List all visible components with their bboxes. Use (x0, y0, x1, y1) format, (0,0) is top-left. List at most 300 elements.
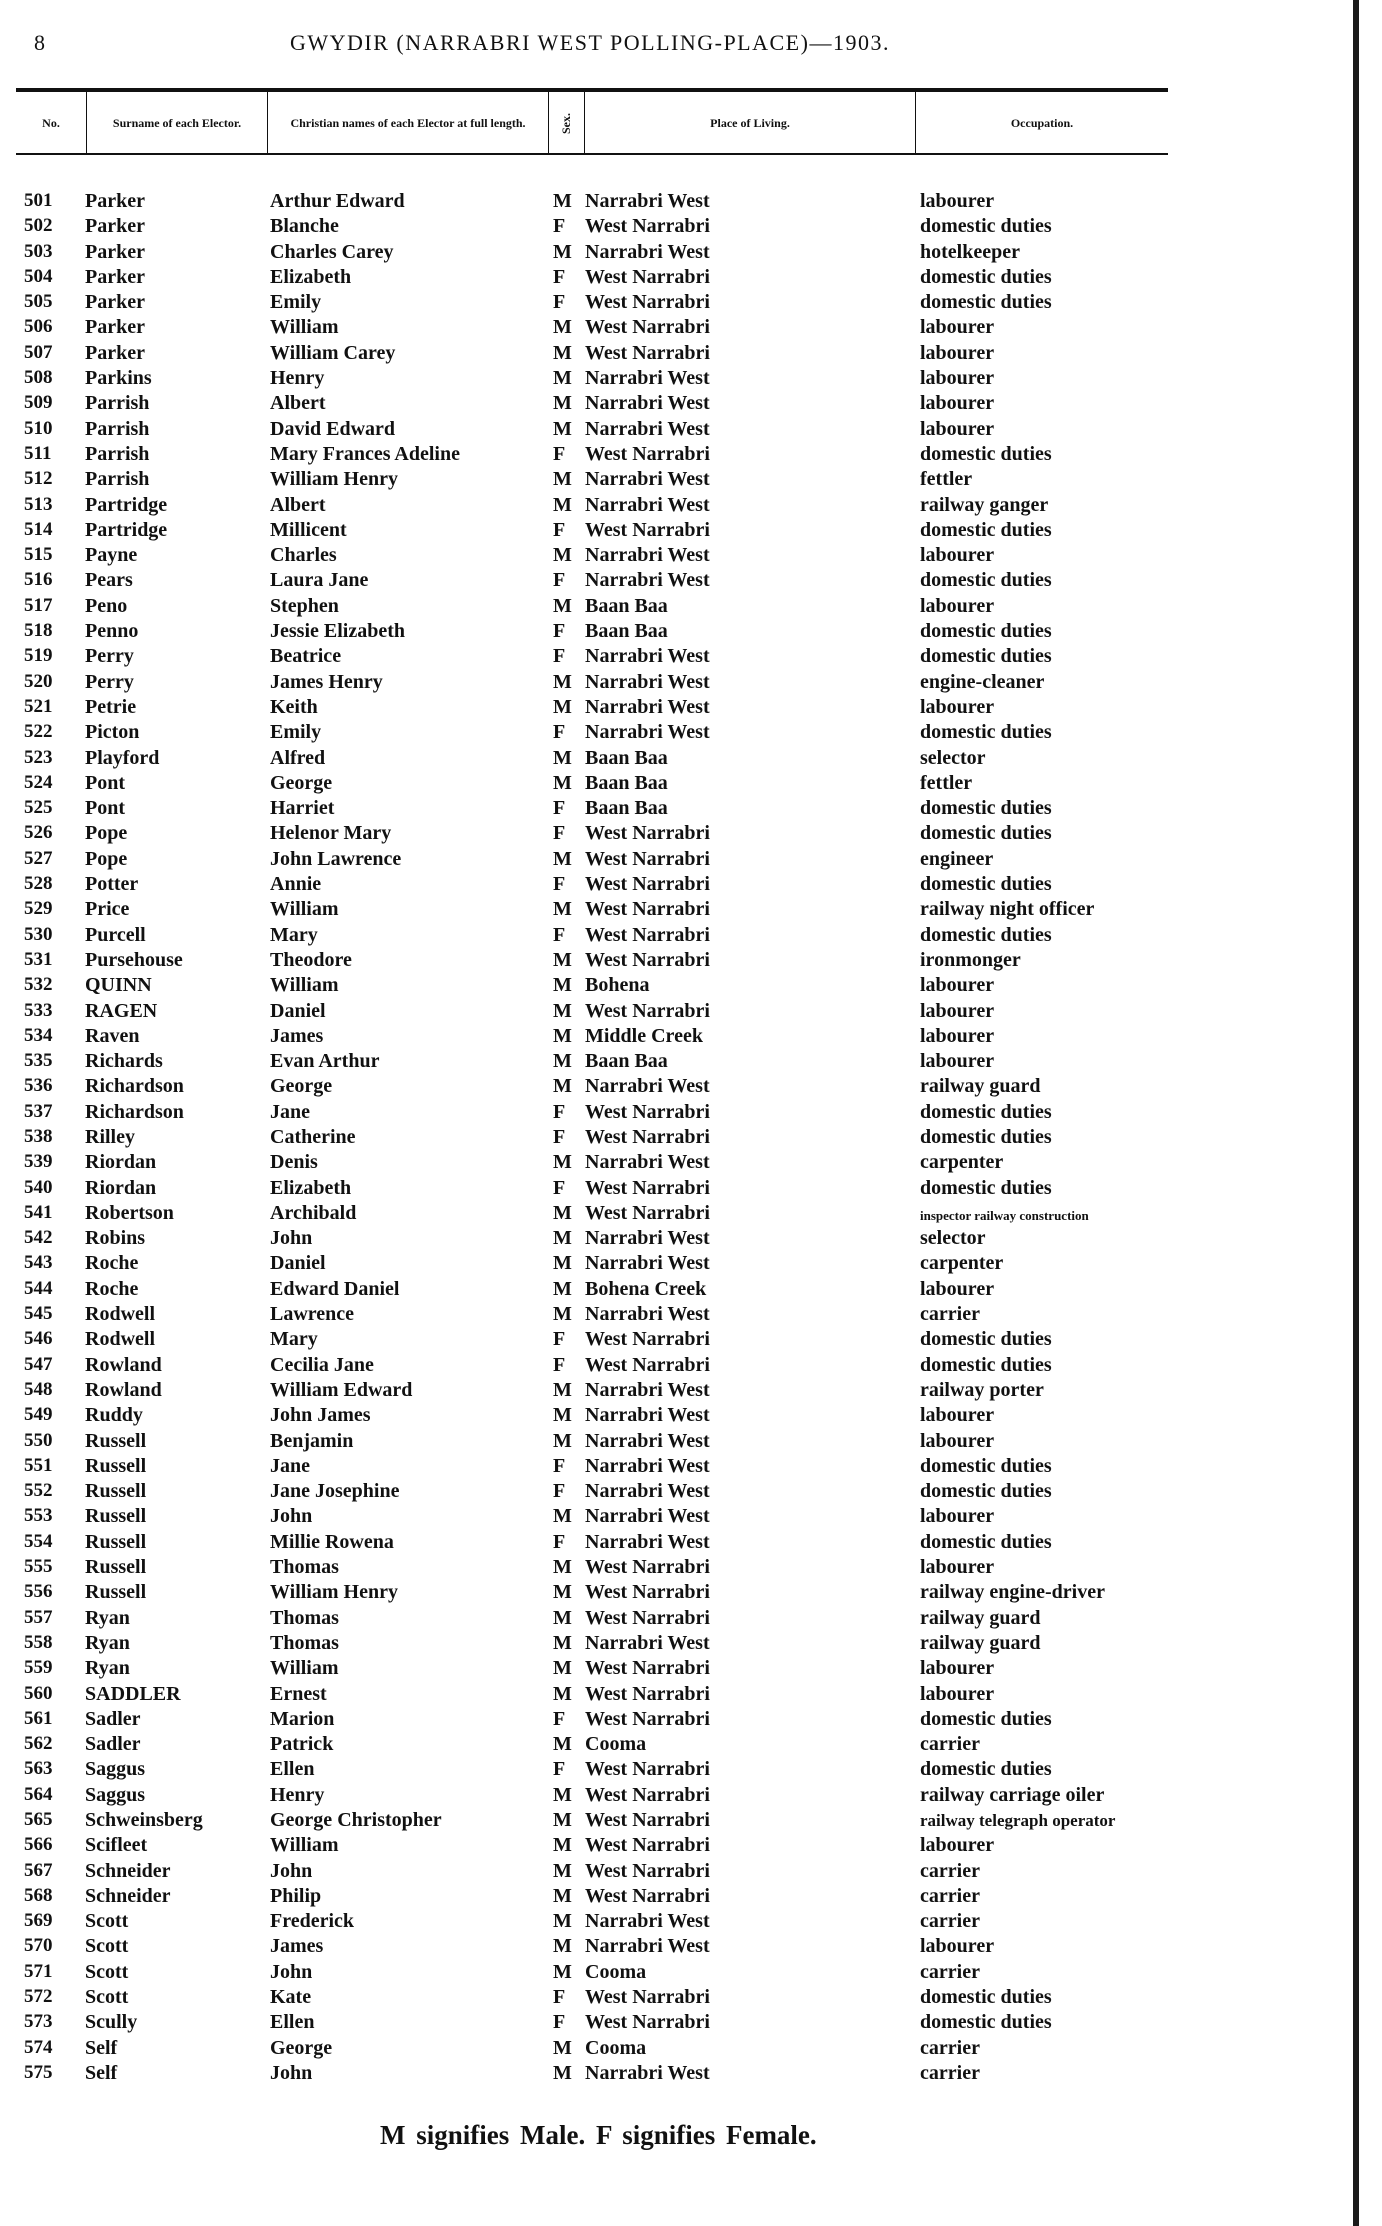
elector-number: 575 (24, 2061, 53, 2083)
elector-number: 531 (24, 948, 53, 970)
table-row (0, 2037, 1382, 2062)
elector-sex: M (553, 771, 572, 794)
page-number: 8 (34, 30, 45, 55)
elector-christian-names: Emily (270, 721, 322, 744)
elector-place: West Narrabri (585, 1581, 710, 1604)
elector-number: 532 (24, 974, 53, 996)
table-row (0, 1252, 1382, 1277)
elector-surname: Partridge (85, 518, 168, 541)
elector-number: 543 (24, 1252, 53, 1274)
elector-number: 558 (24, 1631, 53, 1653)
elector-occupation: domestic duties (920, 1530, 1052, 1553)
elector-surname: Rilley (85, 1125, 135, 1148)
elector-occupation: labourer (920, 974, 995, 997)
elector-sex: M (553, 190, 572, 212)
elector-number: 560 (24, 1682, 53, 1704)
elector-surname: Richardson (85, 1100, 184, 1123)
elector-place: Narrabri West (585, 645, 710, 668)
elector-sex: F (553, 923, 566, 946)
table-row (0, 797, 1382, 822)
table-row (0, 1227, 1382, 1252)
elector-surname: Russell (85, 1556, 147, 1579)
elector-occupation: carrier (920, 1910, 980, 1933)
elector-sex: M (553, 1733, 572, 1756)
elector-christian-names: David Edward (270, 417, 396, 440)
elector-sex: M (553, 1050, 572, 1073)
table-row (0, 1935, 1382, 1960)
elector-christian-names: William Henry (270, 468, 398, 491)
table-row (0, 519, 1382, 544)
elector-number: 536 (24, 1075, 53, 1097)
elector-surname: Richardson (85, 1075, 184, 1098)
table-row (0, 620, 1382, 645)
elector-christian-names: William (270, 316, 339, 339)
elector-occupation: domestic duties (920, 569, 1052, 592)
table-row (0, 1177, 1382, 1202)
elector-number: 554 (24, 1530, 53, 1552)
elector-occupation: labourer (920, 417, 995, 440)
elector-number: 557 (24, 1606, 53, 1628)
table-row (0, 671, 1382, 696)
elector-sex: F (553, 1530, 566, 1553)
elector-place: West Narrabri (585, 1783, 710, 1806)
elector-christian-names: Ellen (270, 1758, 315, 1781)
elector-sex: M (553, 1404, 572, 1427)
elector-place: Narrabri West (585, 1505, 710, 1528)
elector-occupation: labourer (920, 1505, 995, 1528)
elector-christian-names: John (270, 1960, 313, 1983)
table-row (0, 1708, 1382, 1733)
elector-surname: Ryan (85, 1606, 130, 1629)
elector-sex: M (553, 1859, 572, 1882)
elector-occupation: carrier (920, 1303, 980, 1326)
elector-place: West Narrabri (585, 1682, 710, 1705)
elector-occupation: hotelkeeper (920, 240, 1020, 263)
column-header-no: No. (42, 115, 60, 130)
elector-surname: Self (85, 2036, 118, 2059)
elector-number: 565 (24, 1809, 53, 1830)
elector-place: West Narrabri (585, 265, 710, 288)
elector-sex: F (553, 265, 566, 288)
elector-occupation: labourer (920, 1050, 995, 1073)
elector-occupation: domestic duties (920, 1125, 1052, 1148)
elector-surname: Parker (85, 190, 145, 212)
elector-sex: M (553, 1252, 572, 1275)
elector-sex: M (553, 1277, 572, 1300)
table-row (0, 1050, 1382, 1075)
elector-christian-names: Arthur Edward (270, 190, 405, 212)
elector-surname: Parker (85, 265, 145, 288)
table-row (0, 1581, 1382, 1606)
elector-surname: Richards (85, 1050, 163, 1073)
elector-number: 509 (24, 392, 53, 414)
table-row (0, 1809, 1382, 1834)
elector-sex: M (553, 493, 572, 516)
elector-number: 539 (24, 1151, 53, 1173)
table-row (0, 342, 1382, 367)
table-row (0, 494, 1382, 519)
table-row (0, 316, 1382, 341)
elector-place: West Narrabri (585, 1606, 710, 1629)
table-row (0, 595, 1382, 620)
table-row (0, 1455, 1382, 1480)
elector-surname: RAGEN (85, 999, 158, 1022)
elector-occupation: railway guard (920, 1631, 1041, 1654)
elector-occupation: domestic duties (920, 1328, 1052, 1351)
elector-number: 516 (24, 569, 53, 591)
elector-occupation: labourer (920, 341, 995, 364)
elector-sex: M (553, 1631, 572, 1654)
elector-surname: Scott (85, 1986, 129, 2009)
elector-sex: F (553, 2011, 566, 2034)
table-row (0, 822, 1382, 847)
elector-surname: Parker (85, 240, 145, 263)
table-row (0, 1531, 1382, 1556)
elector-sex: F (553, 569, 566, 592)
elector-place: West Narrabri (585, 1328, 710, 1351)
elector-place: Narrabri West (585, 1151, 710, 1174)
elector-occupation: railway telegraph operator (920, 1811, 1116, 1830)
table-row (0, 1404, 1382, 1429)
elector-number: 510 (24, 417, 53, 439)
elector-surname: Parrish (85, 417, 150, 440)
elector-number: 518 (24, 620, 53, 642)
elector-surname: Riordan (85, 1176, 157, 1199)
elector-surname: Rodwell (85, 1303, 155, 1326)
elector-christian-names: Daniel (270, 999, 326, 1022)
elector-occupation: domestic duties (920, 923, 1052, 946)
elector-christian-names: James Henry (270, 670, 383, 693)
elector-place: Bohena (585, 974, 650, 997)
elector-surname: Self (85, 2061, 118, 2084)
elector-place: Baan Baa (585, 771, 668, 794)
elector-occupation: domestic duties (920, 518, 1052, 541)
elector-christian-names: Mary (270, 923, 318, 946)
table-row (0, 190, 1382, 215)
elector-surname: Payne (85, 544, 138, 567)
elector-number: 562 (24, 1733, 53, 1755)
elector-place: West Narrabri (585, 1884, 710, 1907)
elector-surname: Robins (85, 1227, 146, 1250)
elector-place: Narrabri West (585, 1454, 710, 1477)
table-row (0, 1000, 1382, 1025)
elector-sex: M (553, 1809, 572, 1831)
table-row (0, 1910, 1382, 1935)
column-header-surname: Surname of each Elector. (112, 115, 242, 130)
table-row (0, 392, 1382, 417)
elector-surname: Ryan (85, 1631, 130, 1654)
elector-christian-names: Beatrice (270, 645, 342, 668)
elector-place: West Narrabri (585, 341, 710, 364)
elector-sex: M (553, 1682, 572, 1705)
elector-place: West Narrabri (585, 822, 710, 845)
elector-place: West Narrabri (585, 923, 710, 946)
elector-place: Narrabri West (585, 1303, 710, 1326)
elector-occupation: domestic duties (920, 1758, 1052, 1781)
elector-number: 555 (24, 1556, 53, 1578)
elector-number: 549 (24, 1404, 53, 1426)
elector-surname: Schneider (85, 1859, 171, 1882)
table-row (0, 215, 1382, 240)
table-row (0, 1328, 1382, 1353)
elector-number: 545 (24, 1303, 53, 1325)
elector-place: West Narrabri (585, 316, 710, 339)
elector-sex: M (553, 1075, 572, 1098)
elector-number: 551 (24, 1454, 53, 1476)
table-row (0, 721, 1382, 746)
elector-christian-names: Marion (270, 1707, 335, 1730)
elector-number: 529 (24, 898, 53, 920)
elector-sex: F (553, 1100, 566, 1123)
elector-sex: M (553, 1378, 572, 1401)
elector-number: 520 (24, 670, 53, 692)
elector-surname: Sadler (85, 1707, 141, 1730)
table-row (0, 1885, 1382, 1910)
elector-christian-names: John (270, 1859, 313, 1882)
elector-surname: Russell (85, 1505, 147, 1528)
elector-place: Narrabri West (585, 468, 710, 491)
header-rule-bottom (16, 153, 1168, 155)
elector-occupation: labourer (920, 316, 995, 339)
table-row (0, 949, 1382, 974)
elector-surname: Russell (85, 1480, 147, 1503)
table-row (0, 544, 1382, 569)
elector-number: 522 (24, 721, 53, 743)
elector-surname: Robertson (85, 1201, 174, 1224)
elector-sex: M (553, 417, 572, 440)
elector-occupation: domestic duties (920, 215, 1052, 238)
running-head: GWYDIR (NARRABRI WEST POLLING-PLACE)—1903. (290, 30, 890, 55)
table-row (0, 1986, 1382, 2011)
elector-christian-names: Albert (270, 392, 326, 415)
elector-place: Narrabri West (585, 367, 710, 390)
elector-occupation: carrier (920, 1960, 980, 1983)
elector-occupation: selector (920, 746, 986, 769)
elector-place: Narrabri West (585, 1530, 710, 1553)
elector-sex: M (553, 392, 572, 415)
elector-christian-names: Thomas (270, 1606, 339, 1629)
table-row (0, 974, 1382, 999)
elector-sex: M (553, 468, 572, 491)
elector-christian-names: Archibald (270, 1201, 357, 1224)
elector-place: Cooma (585, 1733, 647, 1756)
elector-christian-names: Charles Carey (270, 240, 394, 263)
table-row (0, 1758, 1382, 1783)
elector-place: Narrabri West (585, 1075, 710, 1098)
elector-number: 556 (24, 1581, 53, 1603)
elector-number: 572 (24, 1986, 53, 2008)
elector-surname: Purcell (85, 923, 146, 946)
elector-sex: M (553, 974, 572, 997)
elector-sex: F (553, 645, 566, 668)
elector-number: 552 (24, 1480, 53, 1502)
elector-occupation: carrier (920, 1733, 980, 1756)
column-divider (86, 92, 87, 154)
elector-place: Narrabri West (585, 544, 710, 567)
elector-sex: F (553, 518, 566, 541)
elector-surname: Scott (85, 1910, 129, 1933)
elector-christian-names: Edward Daniel (270, 1277, 400, 1300)
table-row (0, 1126, 1382, 1151)
elector-number: 527 (24, 847, 53, 869)
elector-place: Narrabri West (585, 1227, 710, 1250)
elector-christian-names: John (270, 1505, 313, 1528)
elector-surname: Schweinsberg (85, 1809, 203, 1831)
elector-surname: Parker (85, 341, 145, 364)
elector-place: West Narrabri (585, 1100, 710, 1123)
elector-number: 526 (24, 822, 53, 844)
elector-occupation: domestic duties (920, 265, 1052, 288)
elector-christian-names: William (270, 1657, 339, 1680)
elector-sex: M (553, 1505, 572, 1528)
elector-sex: F (553, 1125, 566, 1148)
elector-place: West Narrabri (585, 1176, 710, 1199)
elector-sex: M (553, 1783, 572, 1806)
elector-number: 533 (24, 999, 53, 1021)
elector-place: Baan Baa (585, 746, 668, 769)
elector-place: West Narrabri (585, 518, 710, 541)
table-row (0, 2062, 1382, 2087)
elector-number: 501 (24, 190, 53, 211)
elector-sex: F (553, 442, 566, 465)
elector-sex: M (553, 1606, 572, 1629)
elector-occupation: domestic duties (920, 442, 1052, 465)
elector-surname: Saggus (85, 1758, 146, 1781)
table-row (0, 1784, 1382, 1809)
elector-surname: QUINN (85, 974, 152, 997)
elector-surname: Scifleet (85, 1834, 148, 1857)
elector-christian-names: Ellen (270, 2011, 315, 2034)
elector-christian-names: George (270, 2036, 333, 2059)
elector-occupation: domestic duties (920, 873, 1052, 896)
elector-surname: Scully (85, 2011, 138, 2034)
elector-place: West Narrabri (585, 847, 710, 870)
elector-place: Narrabri West (585, 1404, 710, 1427)
elector-place: Bohena Creek (585, 1277, 707, 1300)
elector-surname: Pope (85, 847, 128, 870)
elector-christian-names: Daniel (270, 1252, 326, 1275)
elector-number: 568 (24, 1884, 53, 1906)
elector-occupation: railway ganger (920, 493, 1049, 516)
elector-christian-names: William (270, 898, 339, 921)
elector-christian-names: Laura Jane (270, 569, 369, 592)
table-row (0, 1075, 1382, 1100)
binding-gutter (1353, 0, 1359, 2226)
elector-surname: Riordan (85, 1151, 157, 1174)
elector-place: Narrabri West (585, 493, 710, 516)
elector-place: Narrabri West (585, 1378, 710, 1401)
elector-number: 563 (24, 1758, 53, 1780)
table-row (0, 1632, 1382, 1657)
elector-christian-names: William (270, 1834, 339, 1857)
table-row (0, 291, 1382, 316)
elector-christian-names: Keith (270, 695, 318, 718)
elector-place: West Narrabri (585, 1707, 710, 1730)
elector-sex: F (553, 822, 566, 845)
elector-occupation: domestic duties (920, 721, 1052, 744)
elector-christian-names: Emily (270, 291, 322, 314)
elector-christian-names: Alfred (270, 746, 326, 769)
elector-number: 514 (24, 518, 53, 540)
table-row (0, 1556, 1382, 1581)
elector-christian-names: George (270, 771, 333, 794)
elector-occupation: carrier (920, 1859, 980, 1882)
elector-occupation: labourer (920, 392, 995, 415)
elector-sex: M (553, 948, 572, 971)
elector-occupation: domestic duties (920, 1986, 1052, 2009)
table-row (0, 569, 1382, 594)
elector-number: 567 (24, 1859, 53, 1881)
elector-christian-names: John (270, 2061, 313, 2084)
column-header-occupation: Occupation. (1010, 115, 1074, 130)
elector-place: Narrabri West (585, 190, 710, 212)
elector-occupation: labourer (920, 999, 995, 1022)
elector-surname: Saggus (85, 1783, 146, 1806)
elector-place: Narrabri West (585, 240, 710, 263)
elector-occupation: labourer (920, 1429, 995, 1452)
elector-sex: M (553, 240, 572, 263)
elector-surname: Ruddy (85, 1404, 143, 1427)
elector-occupation: railway guard (920, 1075, 1041, 1098)
elector-christian-names: Stephen (270, 594, 339, 617)
elector-number: 541 (24, 1201, 53, 1223)
elector-place: West Narrabri (585, 898, 710, 921)
elector-surname: Peno (85, 594, 128, 617)
elector-number: 524 (24, 771, 53, 793)
elector-sex: M (553, 341, 572, 364)
elector-christian-names: Thomas (270, 1556, 339, 1579)
elector-christian-names: Mary (270, 1328, 318, 1351)
elector-christian-names: John Lawrence (270, 847, 402, 870)
elector-surname: Scott (85, 1960, 129, 1983)
elector-number: 559 (24, 1657, 53, 1679)
elector-number: 508 (24, 367, 53, 389)
elector-number: 564 (24, 1783, 53, 1805)
elector-occupation: labourer (920, 594, 995, 617)
elector-place: West Narrabri (585, 1859, 710, 1882)
elector-place: West Narrabri (585, 442, 710, 465)
elector-christian-names: Catherine (270, 1125, 356, 1148)
elector-place: West Narrabri (585, 948, 710, 971)
elector-occupation: carrier (920, 2036, 980, 2059)
elector-number: 503 (24, 240, 53, 262)
elector-christian-names: Lawrence (270, 1303, 355, 1326)
elector-place: Cooma (585, 2036, 647, 2059)
elector-sex: F (553, 1707, 566, 1730)
table-row (0, 848, 1382, 873)
elector-sex: M (553, 1834, 572, 1857)
table-row (0, 873, 1382, 898)
elector-place: West Narrabri (585, 1556, 710, 1579)
elector-number: 525 (24, 797, 53, 819)
elector-occupation: domestic duties (920, 797, 1052, 820)
elector-place: Cooma (585, 1960, 647, 1983)
elector-occupation: carrier (920, 2061, 980, 2084)
elector-number: 573 (24, 2011, 53, 2033)
elector-number: 507 (24, 341, 53, 363)
elector-number: 502 (24, 215, 53, 237)
table-row (0, 1151, 1382, 1176)
elector-christian-names: Cecilia Jane (270, 1353, 374, 1376)
elector-number: 515 (24, 544, 53, 566)
elector-sex: M (553, 1657, 572, 1680)
elector-place: Narrabri West (585, 1480, 710, 1503)
elector-christian-names: James (270, 1935, 324, 1958)
elector-surname: Rowland (85, 1353, 162, 1376)
table-row (0, 1430, 1382, 1455)
elector-place: West Narrabri (585, 999, 710, 1022)
elector-christian-names: Jessie Elizabeth (270, 620, 405, 643)
